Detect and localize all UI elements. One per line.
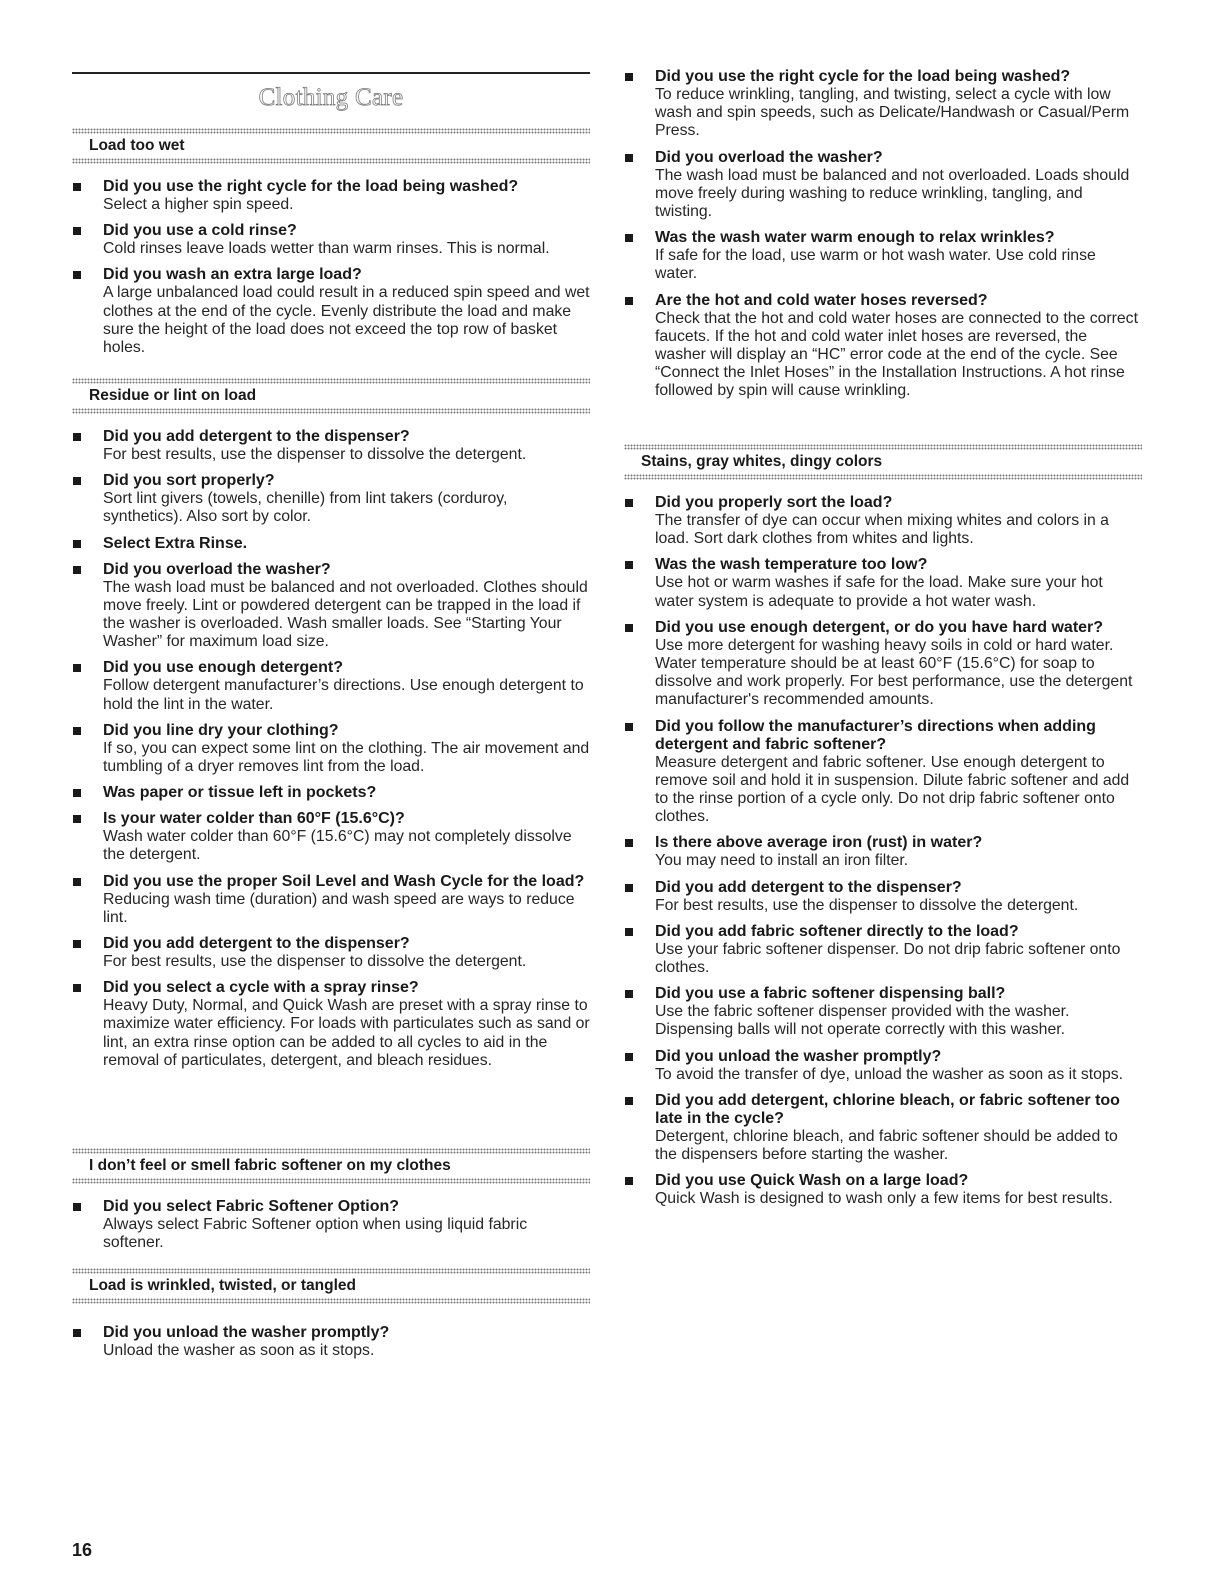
- bullet-square-icon: [625, 561, 633, 569]
- answer: Quick Wash is designed to wash only a few items for best results.: [655, 1190, 1113, 1208]
- question: Did you use enough detergent?: [103, 659, 344, 677]
- answer: Detergent, chlorine bleach, and fabric softener should be added to the dispensers before starting the washer.: [655, 1127, 1118, 1164]
- bullet-square-icon: [625, 1053, 633, 1061]
- question-list: [72, 1324, 590, 1360]
- top-rule: [72, 72, 590, 74]
- page-title: Clothing Care: [258, 84, 404, 111]
- list-item: [72, 873, 590, 927]
- answer: Use the fabric softener dispenser provided with the washer. Dispensing balls will not operate correctly with this washer.: [655, 1003, 1070, 1039]
- section-wrinkled: [72, 1268, 590, 1368]
- question-list: [72, 178, 590, 357]
- bullet-square-icon: [73, 664, 81, 672]
- list-item: [624, 1092, 1142, 1164]
- list-item: [624, 985, 1142, 1039]
- section-fabric-softener: [72, 1148, 590, 1260]
- list-item: [72, 222, 590, 258]
- dotted-rule: [72, 1178, 590, 1184]
- question: Did you wash an extra large load?: [103, 266, 362, 284]
- answer: Wash water colder than 60°F (15.6°C) may not completely dissolve the detergent.: [103, 828, 572, 864]
- answer: Reducing wash time (duration) and wash speed are ways to reduce lint.: [103, 890, 575, 926]
- answer: Cold rinses leave loads wetter than warm rinses. This is normal.: [103, 240, 550, 258]
- question: Did you sort properly?: [103, 472, 275, 490]
- question: Did you use Quick Wash on a large load?: [655, 1172, 969, 1190]
- question: Did you unload the washer promptly?: [655, 1047, 942, 1065]
- bullet-square-icon: [625, 723, 633, 731]
- question: Did you overload the washer?: [655, 148, 883, 166]
- question-list: [72, 428, 590, 1070]
- question: Did you add detergent to the dispenser?: [103, 935, 410, 953]
- dotted-rule: [624, 474, 1142, 480]
- answer: To avoid the transfer of dye, unload the washer as soon as it stops.: [655, 1065, 1124, 1083]
- list-item: [72, 784, 590, 802]
- section-heading-bar: [72, 1268, 590, 1304]
- list-item: [624, 494, 1142, 548]
- bullet-square-icon: [73, 227, 81, 235]
- dotted-rule: [72, 408, 590, 414]
- list-item: [624, 1048, 1142, 1084]
- answer: Select a higher spin speed.: [103, 196, 294, 213]
- bullet-square-icon: [73, 984, 81, 992]
- list-item: [72, 535, 590, 553]
- answer: For best results, use the dispenser to dissolve the detergent.: [103, 446, 527, 463]
- question: Did you line dry your clothing?: [103, 721, 339, 739]
- question-list: [72, 1198, 590, 1252]
- question: Did you follow the manufacturer’s directions when adding detergent and fabric softener?: [655, 717, 1096, 753]
- bullet-square-icon: [625, 624, 633, 632]
- question: Did you add detergent to the dispenser?: [103, 428, 410, 445]
- question: Are the hot and cold water hoses reversed?: [655, 291, 988, 309]
- list-item: [624, 556, 1142, 610]
- answer: For best results, use the dispenser to dissolve the detergent.: [655, 896, 1079, 914]
- bullet-square-icon: [625, 154, 633, 162]
- list-item: [72, 561, 590, 652]
- answer: Check that the hot and cold water hoses are connected to the correct faucets. If the hot and cold water inlet hoses are reversed, the washer will display an “HC” error code at the end of the cycle. See “Connect the Inlet Hoses” in the Installation Instructions. A hot rinse followed by spin will cause wrinkling.: [655, 309, 1138, 400]
- section-heading-bar: [72, 1148, 590, 1184]
- answer: You may need to install an iron filter.: [655, 852, 909, 870]
- answer: Always select Fabric Softener option when using liquid fabric softener.: [103, 1216, 528, 1252]
- section-title: Load is wrinkled, twisted, or tangled: [89, 1277, 356, 1294]
- question: Was paper or tissue left in pockets?: [103, 784, 377, 802]
- question: Did you properly sort the load?: [655, 494, 893, 511]
- section-wrinkled-continued: [624, 68, 1142, 409]
- list-item: [72, 979, 590, 1070]
- bullet-square-icon: [73, 940, 81, 948]
- question-list: [624, 494, 1142, 1208]
- list-item: [624, 292, 1142, 401]
- answer: If so, you can expect some lint on the clothing. The air movement and tumbling of a dryer removes lint from the load.: [103, 739, 590, 776]
- bullet-square-icon: [73, 477, 81, 485]
- list-item: [72, 266, 590, 357]
- question-list: [624, 68, 1142, 401]
- section-load-too-wet: [72, 128, 590, 365]
- section-heading-bar: [624, 444, 1142, 480]
- section-residue-or-lint: [72, 378, 590, 1078]
- section-heading-bar: [72, 378, 590, 414]
- question: Did you use the right cycle for the load being washed?: [103, 178, 519, 195]
- list-item: [72, 935, 590, 971]
- list-item: [72, 722, 590, 776]
- bullet-square-icon: [625, 884, 633, 892]
- list-item: [624, 1172, 1142, 1208]
- answer: If safe for the load, use warm or hot wash water. Use cold rinse water.: [655, 247, 1096, 283]
- answer: To reduce wrinkling, tangling, and twisting, select a cycle with low wash and spin speeds, such as Delicate/Handwash or Casual/Perm Press.: [655, 86, 1130, 140]
- question: Was the wash temperature too low?: [655, 556, 928, 574]
- section-title: Residue or lint on load: [89, 387, 257, 404]
- dotted-rule: [72, 158, 590, 164]
- answer: A large unbalanced load could result in a reduced spin speed and wet clothes at the end of the cycle. Evenly distribute the load and make sure the height of the load does not exceed the top row of basket holes.: [103, 284, 590, 357]
- answer: Use more detergent for washing heavy soils in cold or hard water. Water temperature should be at least 60°F (15.6°C) for soap to dissolve and work properly. For best performance, use the detergent manufacturer's recommended amounts.: [655, 636, 1133, 709]
- list-item: [624, 879, 1142, 915]
- list-item: [72, 1198, 590, 1252]
- list-item: [624, 68, 1142, 141]
- bullet-square-icon: [625, 990, 633, 998]
- question: Did you unload the washer promptly?: [103, 1324, 390, 1341]
- bullet-square-icon: [73, 1203, 81, 1211]
- question: Did you add detergent to the dispenser?: [655, 878, 962, 896]
- section-heading-bar: [72, 128, 590, 164]
- answer: Measure detergent and fabric softener. Use enough detergent to remove soil and hold it in suspension. Dilute fabric softener and add to the rinse portion of a cycle only. Do not drip fabric softener onto clothes.: [655, 753, 1130, 826]
- answer: Heavy Duty, Normal, and Quick Wash are preset with a spray rinse to maximize water efficiency. For loads with particulates such as sand or lint, an extra rinse option can be added to all cycles to aid in the removal of particulates, detergent, and bleach residues.: [103, 997, 590, 1069]
- answer: Sort lint givers (towels, chenille) from lint takers (corduroy, synthetics). Also sort by color.: [103, 490, 508, 526]
- bullet-square-icon: [73, 878, 81, 886]
- list-item: [624, 619, 1142, 710]
- bullet-square-icon: [73, 1329, 81, 1337]
- section-title: Stains, gray whites, dingy colors: [641, 453, 883, 470]
- question: Is your water colder than 60°F (15.6°C)?: [103, 810, 405, 828]
- answer: The wash load must be balanced and not overloaded. Loads should move freely during washing to reduce wrinkling, tangling, and twisting.: [655, 166, 1130, 221]
- bullet-square-icon: [73, 727, 81, 735]
- list-item: [624, 229, 1142, 283]
- bullet-square-icon: [73, 540, 81, 548]
- list-item: [72, 428, 590, 464]
- question: Did you use a cold rinse?: [103, 222, 297, 240]
- question: Did you use the right cycle for the load being washed?: [655, 68, 1071, 85]
- question: Was the wash water warm enough to relax wrinkles?: [655, 229, 1055, 247]
- list-item: [72, 659, 590, 713]
- page-number: 16: [72, 1540, 93, 1560]
- question: Did you use a fabric softener dispensing ball?: [655, 985, 1006, 1003]
- question: Did you overload the washer?: [103, 560, 331, 578]
- question: Is there above average iron (rust) in water?: [655, 834, 983, 852]
- question: Did you add detergent, chlorine bleach, or fabric softener too late in the cycle?: [655, 1091, 1120, 1127]
- answer: Unload the washer as soon as it stops.: [103, 1342, 375, 1359]
- bullet-square-icon: [73, 566, 81, 574]
- bullet-square-icon: [625, 73, 633, 81]
- bullet-square-icon: [625, 1177, 633, 1185]
- answer: Follow detergent manufacturer’s directions. Use enough detergent to hold the lint in the water.: [103, 677, 584, 713]
- question: Did you use the proper Soil Level and Wash Cycle for the load?: [103, 872, 585, 890]
- answer: The wash load must be balanced and not overloaded. Clothes should move freely. Lint or powdered detergent can be trapped in the load if the washer is overloaded. Wash smaller loads. See “Starting Your Washer” for maximum load size.: [103, 578, 588, 651]
- bullet-square-icon: [73, 789, 81, 797]
- bullet-square-icon: [625, 1097, 633, 1105]
- bullet-square-icon: [73, 433, 81, 441]
- dotted-rule: [72, 1298, 590, 1304]
- answer: Use hot or warm washes if safe for the load. Make sure your hot water system is adequate to provide a hot water wash.: [655, 574, 1103, 610]
- answer: Use your fabric softener dispenser. Do not drip fabric softener onto clothes.: [655, 940, 1121, 977]
- question: Did you select Fabric Softener Option?: [103, 1198, 400, 1215]
- bullet-square-icon: [625, 297, 633, 305]
- bullet-square-icon: [73, 183, 81, 191]
- list-item: [624, 923, 1142, 977]
- list-item: [624, 149, 1142, 222]
- section-title: Load too wet: [89, 137, 185, 154]
- list-item: [624, 718, 1142, 827]
- section-title: I don’t feel or smell fabric softener on my clothes: [89, 1157, 451, 1174]
- list-item: [72, 1324, 590, 1360]
- question: Did you use enough detergent, or do you have hard water?: [655, 618, 1104, 636]
- list-item: [72, 178, 590, 214]
- list-item: [624, 834, 1142, 870]
- section-stains: [624, 444, 1142, 1216]
- bullet-square-icon: [625, 499, 633, 507]
- bullet-square-icon: [625, 234, 633, 242]
- bullet-square-icon: [625, 928, 633, 936]
- question: Did you select a cycle with a spray rinse?: [103, 979, 419, 997]
- bullet-square-icon: [73, 815, 81, 823]
- answer: The transfer of dye can occur when mixing whites and colors in a load. Sort dark clothes from whites and lights.: [655, 512, 1109, 548]
- question: Select Extra Rinse.: [103, 534, 248, 552]
- bullet-square-icon: [73, 271, 81, 279]
- list-item: [72, 810, 590, 864]
- bullet-square-icon: [625, 839, 633, 847]
- answer: For best results, use the dispenser to dissolve the detergent.: [103, 953, 527, 971]
- list-item: [72, 472, 590, 526]
- question: Did you add fabric softener directly to the load?: [655, 922, 1019, 940]
